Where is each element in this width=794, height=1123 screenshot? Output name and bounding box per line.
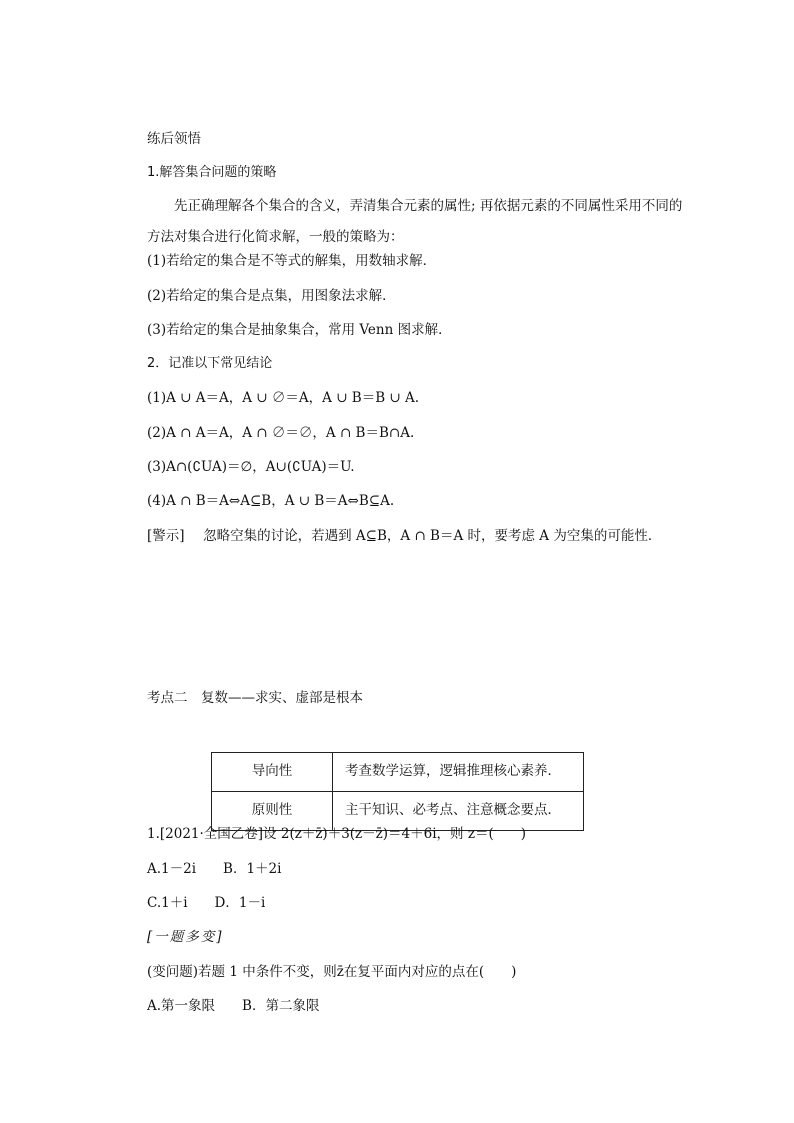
conclusion-2: (2)A ∩ A＝A，A ∩ ∅＝∅，A ∩ B＝B∩A.: [147, 425, 415, 441]
conclusion-1: (1)A ∪ A＝A，A ∪ ∅＝A，A ∪ B＝B ∪ A.: [147, 390, 420, 406]
table-row: [212, 753, 584, 792]
strategy-heading: 1.解答集合问题的策略: [147, 165, 277, 180]
strategy-item-2: (2)若给定的集合是点集，用图象法求解．: [147, 288, 396, 304]
strategy-item-1: (1)若给定的集合是不等式的解集，用数轴求解．: [147, 253, 437, 269]
strategy-item-3: (3)若给定的集合是抽象集合，常用 Venn 图求解．: [147, 322, 452, 338]
question-1: 1.[2021·全国乙卷]设 2(z＋z̄)＋3(z－z̄)＝4＋6i，则 z＝( ): [147, 826, 526, 842]
table-label-cell: 原则性: [212, 792, 333, 831]
warning-line: [147, 527, 661, 545]
options-row-2: C.1＋i D．1－i: [147, 895, 266, 911]
table-label-cell: 导向性: [212, 753, 333, 792]
guide-table: [211, 752, 584, 831]
strategy-paragraph: 先正确理解各个集合的含义，弄清集合元素的属性; 再依据元素的不同属性采用不同的方法对集合进行化简求解，一般的策略为：: [147, 198, 683, 245]
conclusion-3: (3)A∩(∁UA)＝∅，A∪(∁UA)＝U.: [147, 459, 355, 475]
options-row-1: A.1－2i B．1＋2i: [147, 861, 282, 877]
warning-tag: [警示]: [147, 528, 185, 544]
table-content-cell: 主干知识、必考点、注意概念要点．: [333, 792, 584, 831]
conclusion-4: (4)A ∩ B＝A⇔A⊆B，A ∪ B＝A⇔B⊆A.: [147, 493, 395, 509]
warning-text: 忽略空集的讨论，若遇到 A⊆B，A ∩ B＝A 时，要考虑 A 为空集的可能性．: [203, 528, 662, 544]
variant-options: A.第一象限 B．第二象限: [147, 998, 320, 1014]
variant-tag: [一题多变]: [147, 929, 224, 945]
conclusions-heading: 2．记准以下常见结论: [147, 356, 273, 371]
section-title: 练后领悟: [147, 131, 201, 147]
variant-question: (变问题)若题 1 中条件不变，则z̄在复平面内对应的点在( ): [147, 964, 517, 980]
table-content-cell: 考查数学运算，逻辑推理核心素养．: [333, 753, 584, 792]
topic-two-title: 考点二 复数——求实、虚部是根本: [147, 690, 363, 706]
